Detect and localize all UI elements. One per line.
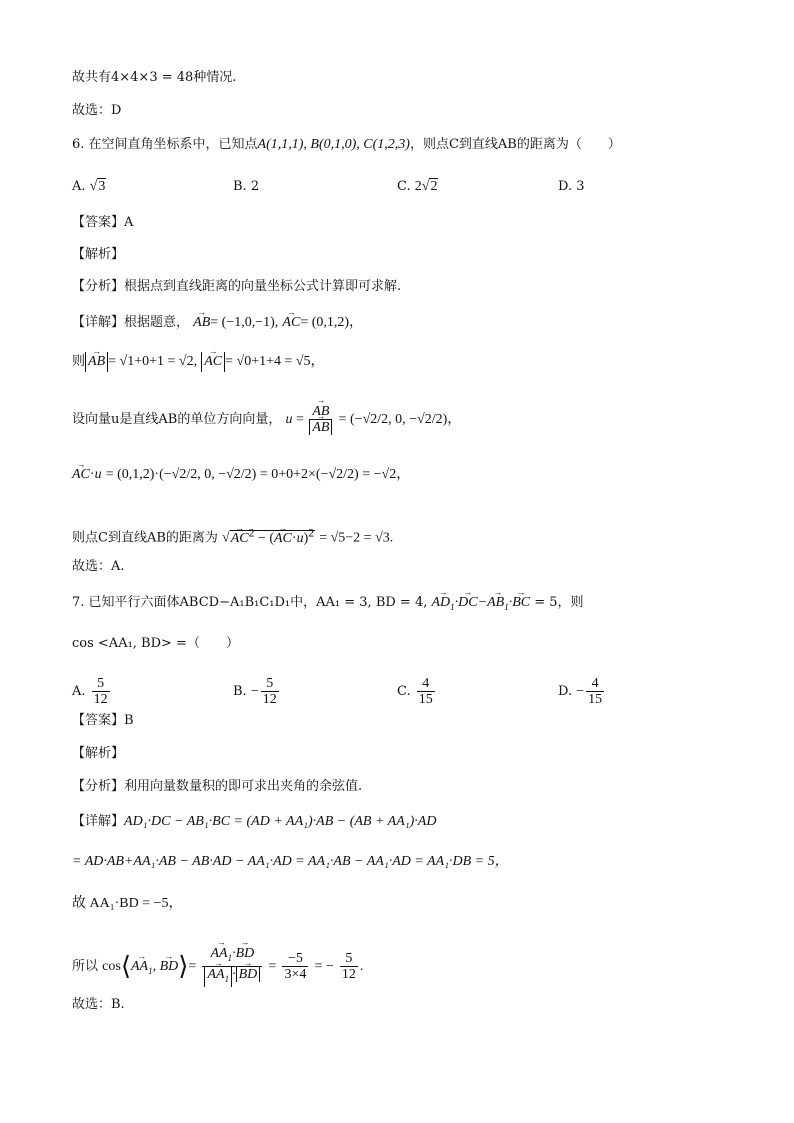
q6-detail-3: 设向量u是直线AB的单位方向向量， u = → AB → AB = (−√2/2, 0, −√2/2)，: [72, 404, 461, 435]
q7-res-den: 3×4: [284, 966, 307, 982]
q7-option-a-label: A.: [72, 684, 86, 699]
q6-option-d: D. 3: [558, 179, 585, 194]
q7-answer: 【答案】B: [72, 713, 134, 728]
q7-detail-3: [72, 894, 183, 914]
q6-vec-ac: = (0,1,2)，: [300, 315, 364, 330]
q6-detail-label: 【详解】根据题意，: [72, 315, 190, 330]
q7-option-d-den: 15: [588, 692, 603, 707]
q6-option-c-label: C.: [397, 179, 411, 194]
q7-stem-text: 7. 已知平行六面体ABCD−A₁B₁C₁D₁中，AA₁ = 3, BD = 4,: [72, 595, 428, 610]
q6-option-a: A. √3: [72, 179, 106, 194]
q7-option-d: D. − $\frac{4}{15}$: [558, 676, 603, 707]
q7-option-b-num: 5: [261, 676, 279, 692]
q6-dot-product: = (0,1,2)·(−√2/2, 0, −√2/2) = 0+0+2×(−√2/2) = −√2，: [105, 467, 411, 482]
q6-norm-ab: = √1+0+1 = √2,: [108, 354, 198, 369]
q7-suoyi: 所以: [72, 958, 99, 974]
q7-detail-2: [72, 852, 509, 872]
q7-option-a-den: 12: [93, 692, 108, 707]
q7-option-b: B. − $\frac{5}{12}$: [233, 676, 277, 707]
q6-answer: 【答案】A: [72, 215, 134, 230]
q7-option-c: [397, 676, 437, 707]
q6-unit-vector: = (−√2/2, 0, −√2/2)，: [338, 412, 462, 427]
q6-dist-result: = √5−2 = √3.: [319, 530, 394, 546]
q7-expand-2: = AD·AB+AA₁·AB − AB·AD − AA₁·AD = AA₁·AB − AA₁·AD = AA₁·DB = 5，: [72, 854, 509, 869]
q6-detail-1: 【详解】根据题意， → AB= (−1,0,−1), → AC= (0,1,2)，: [72, 313, 363, 333]
q7-jiexi: 【解析】: [72, 746, 125, 761]
q7-detail-4: 所以 cos⟨→ $AA_1$, → BD⟩= → $AA_1\cdot\to$ BD → $AA_1$ ·→ BD = $\frac{-5}{3\times 4}$ = − $\frac{5}{12}$ .: [72, 946, 363, 987]
choice-line: 故选：D: [72, 103, 122, 118]
q7-final-den: 12: [341, 966, 356, 982]
q7-detail-1: [72, 812, 436, 832]
q6-option-c-value: 2: [430, 179, 438, 194]
q6-option-b: B. 2: [233, 179, 260, 194]
q6-detail-4: → AC·u = (0,1,2)·(−√2/2, 0, −√2/2) = 0+0+2×(−√2/2) = −√2，: [72, 465, 410, 485]
q7-final-num: 5: [340, 951, 358, 967]
q7-res-num: −5: [282, 951, 308, 967]
q6-fenxi: 【分析】根据点到直线距离的向量坐标公式计算即可求解.: [72, 279, 402, 294]
q7-option-a-num: 5: [92, 676, 110, 692]
q7-option-b-label: B.: [233, 684, 247, 699]
q6-detail-5: 则点C到直线AB的距离为 √→ $AC^2$ − (→ AC·u)$^2$ = √5−2 = √3.: [72, 523, 393, 549]
solution-line: 故共有4×4×3 = 48种情况.: [72, 70, 237, 85]
q7-stem-tail: = 5，则: [534, 595, 584, 610]
q7-option-c-num: 4: [417, 676, 435, 692]
q6-option-a-value: 3: [98, 179, 106, 194]
q6-pick: 故选：A.: [72, 559, 125, 574]
q6-set: 设向量u是直线AB的单位方向向量，: [72, 412, 282, 427]
q6-detail-2: 则→ AB = √1+0+1 = √2, → AC = √0+1+4 = √5，: [72, 352, 325, 372]
q7-expand-1: AD₁·DC − AB₁·BC = (AD + AA₁)·AB − (AB + AA₁)·AD: [124, 814, 437, 829]
q6-ze: 则: [72, 354, 86, 369]
q6-vec-ab: = (−1,0,−1),: [210, 315, 279, 330]
q6-stem-tail: ，则点C到直线AB的距离为（ ）: [409, 137, 621, 152]
q7-option-d-label: D.: [558, 684, 573, 699]
q7-pick: 故选：B.: [72, 997, 125, 1012]
q7-option-c-label: C.: [397, 684, 411, 699]
question-7-stem: 7. 已知平行六面体ABCD−A₁B₁C₁D₁中，AA₁ = 3, BD = 4, → $AD_1\cdot\to DC-\to AB_1\cdot\to$ BC = 5，则: [72, 593, 584, 617]
q7-cos: cos <AA₁, BD> =（ ）: [72, 636, 239, 651]
q6-norm-ac: = √0+1+4 = √5，: [225, 354, 325, 369]
q7-gu: 故 AA₁·BD = −5，: [72, 896, 183, 911]
q6-option-c: C. 2√2: [397, 179, 438, 194]
q6-jiexi: 【解析】: [72, 247, 125, 262]
q7-option-b-den: 12: [262, 692, 277, 707]
q6-stem-text: 6. 在空间直角坐标系中，已知点: [72, 137, 258, 152]
q7-detail-label: 【详解】: [72, 814, 125, 829]
q6-dist-pre: 则点C到直线AB的距离为: [72, 530, 218, 546]
q6-option-a-label: A.: [72, 179, 86, 194]
q7-fenxi: 【分析】利用向量数量积的即可求出夹角的余弦值.: [72, 779, 363, 794]
q7-option-a: [72, 676, 112, 707]
q7-option-c-den: 15: [418, 692, 433, 707]
q7-option-d-num: 4: [586, 676, 604, 692]
question-6-stem: [72, 135, 621, 155]
q6-points: A(1,1,1), B(0,1,0), C(1,2,3): [257, 137, 410, 152]
